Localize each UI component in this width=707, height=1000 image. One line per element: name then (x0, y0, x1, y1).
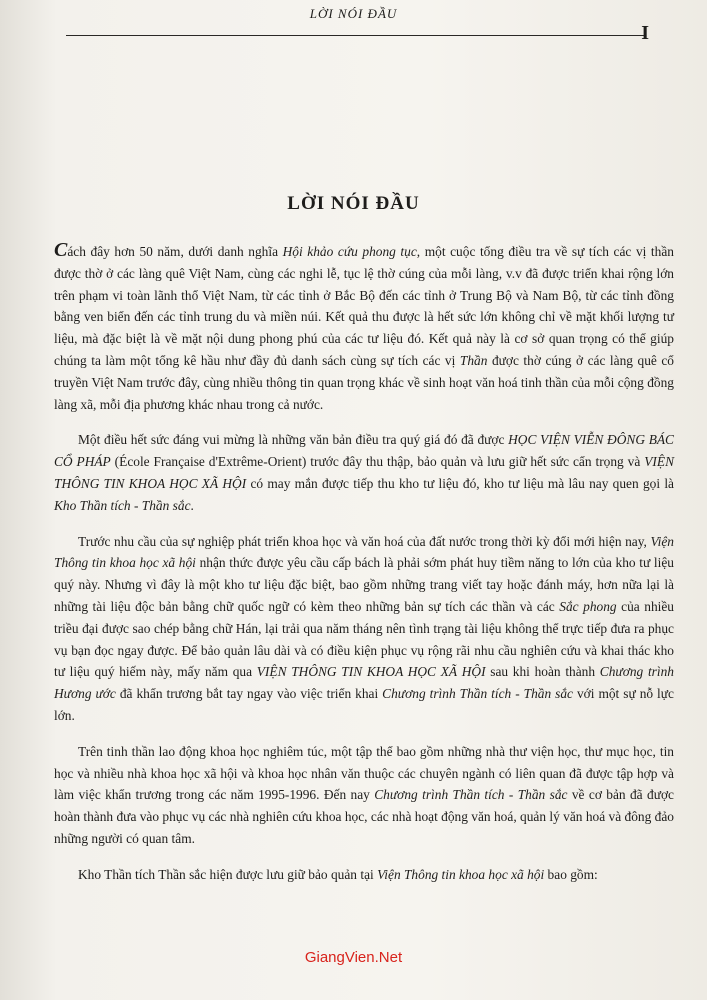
document-body (54, 240, 674, 900)
italic-text: Chương trình Hương ước (54, 664, 674, 702)
italic-text: Viện Thông tin khoa học xã hội (377, 866, 545, 882)
paragraph-text: Trước nhu cầu của sự nghiệp phát triển khoa học và văn hoá của đất nước trong thời kỳ đổi mới hiện nay, (78, 533, 651, 549)
paragraph-1 (54, 240, 674, 415)
paragraph-5 (54, 864, 674, 886)
drop-cap: C (54, 239, 68, 261)
paragraph-text: (École Française d'Extrême-Orient) trước đây thu thập, bảo quản và lưu giữ hết sức cẩn trọng và (110, 454, 645, 470)
paragraph-text: Một điều hết sức đáng vui mừng là những văn bản điều tra quý giá đó đã được (78, 432, 509, 448)
paragraph-text: về cơ bản đã được hoàn thành đưa vào phục vụ các nhà nghiên cứu khoa học, các nhà hoạt động văn hoá, quản lý văn hoá và đông đảo những người có quan tâm. (54, 787, 674, 846)
paragraph-text: nhận thức được yêu cầu cấp bách là phải sớm phát huy tiềm năng to lớn của kho tư liệu quý này. Nhưng vì đây là một kho tư liệu đặc biệt, bao gồm những trang viết tay hoặc đánh máy, hơn nữa lại là những tài liệu độc bản bằng chữ quốc ngữ có kèm theo những bản sự tích các thần và các (54, 555, 675, 614)
italic-text: Kho Thần tích - Thần sắc (54, 497, 191, 513)
watermark-text: GiangVien.Net (304, 949, 403, 966)
header-rule (66, 35, 644, 36)
page-title: LỜI NÓI ĐẦU (287, 193, 420, 214)
italic-text: Chương trình Thần tích - Thần sắc (374, 787, 568, 803)
italic-text: HỌC VIỆN VIỄN ĐÔNG BÁC CỔ PHÁP (54, 432, 674, 470)
italic-text: Viện Thông tin khoa học xã hội (54, 533, 674, 571)
paragraph-text: được thờ cúng ở các làng quê cổ truyền Việt Nam trước đây, cùng nhiều thông tin quan trọng khác về sinh hoạt văn hoá tinh thần của mỗi cộng đồng làng xã, mỗi địa phương khác nhau trong cả nước. (54, 352, 674, 412)
italic-text: Chương trình Thần tích - Thần sắc (382, 686, 573, 702)
paragraph-text: . (190, 497, 194, 513)
paragraph-text: ách đây hơn 50 năm, dưới danh nghĩa (67, 244, 283, 259)
page-number: I (641, 22, 649, 44)
italic-text: Thần (459, 352, 488, 368)
italic-text: VIỆN THÔNG TIN KHOA HỌC XÃ HỘI (256, 664, 486, 680)
paragraph-text: với một sự nỗ lực lớn. (54, 686, 674, 723)
paragraph-text: của nhiều triều đại được sao chép bằng chữ Hán, lại trải qua năm tháng nên tình trạng tài liệu không thể trực tiếp đưa ra phục vụ bạn đọc ngay được. Để bảo quản lâu dài và có điều kiện phục vụ rộng rãi nhu cầu nghiên cứu và khai thác kho tư liệu quý hiếm này, mấy năm qua (54, 598, 675, 680)
paragraph-text: có may mắn được tiếp thu kho tư liệu đó, kho tư liệu mà lâu nay quen gọi là (246, 475, 674, 491)
paragraph-3 (54, 531, 674, 727)
italic-text: Hội khảo cứu phong tục (282, 244, 417, 259)
paragraph-4 (54, 741, 674, 850)
paragraph-text: Kho Thần tích Thần sắc hiện được lưu giữ bảo quản tại (78, 866, 378, 882)
paragraph-text: , một cuộc tổng điều tra về sự tích các vị thần được thờ ở các làng quê Việt Nam, cùng các nghi lễ, tục lệ thờ cúng của mỗi làng, v.v đã được triển khai rộng lớn trên phạm vi toàn lãnh thổ Việt Nam, từ các tỉnh ở Bắc Bộ đến các tỉnh ở Trung Bộ và Nam Bộ, từ các tỉnh đồng bằng ven biển đến các tỉnh trung du và miền núi. Kết quả thu được là hết sức lớn không chỉ về mặt khối lượng tư liệu, mà đặc biệt là về mặt nội dung phong phú của các tư liệu đó. Kết quả này là cơ sở quan trọng có thể giúp chúng ta làm một tổng kê hầu như đầy đủ danh sách cùng sự tích các vị (54, 244, 674, 368)
paragraph-text: Trên tinh thần lao động khoa học nghiêm túc, một tập thể bao gồm những nhà thư viện học, thư mục học, tin học và nhiều nhà khoa học xã hội và khoa học nhân văn thuộc các chuyên ngành có liên quan đã được tập hợp và làm việc khẩn trương trong các năm 1995-1996. Đến nay (54, 743, 674, 803)
paragraph-text: đã khẩn trương bắt tay ngay vào việc triển khai (115, 686, 383, 702)
paragraph-2 (54, 429, 674, 516)
italic-text: Sắc phong (559, 598, 617, 614)
running-header: LỜI NÓI ĐẦU (309, 6, 398, 21)
paragraph-text: bao gồm: (544, 866, 598, 882)
italic-text: VIỆN THÔNG TIN KHOA HỌC XÃ HỘI (54, 454, 674, 491)
paragraph-text: sau khi hoàn thành (485, 664, 600, 680)
